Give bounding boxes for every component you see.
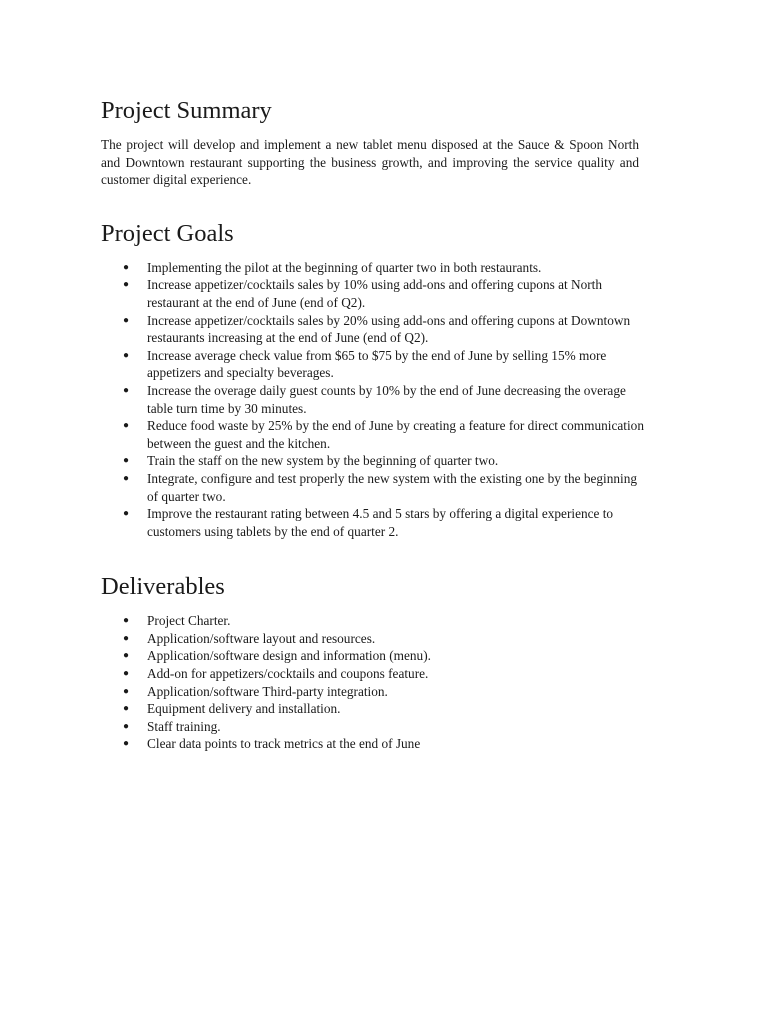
list-item <box>101 735 647 753</box>
goal-text: Increase appetizer/cocktails sales by 10% using add-ons and offering cupons at North restaurant at the end of June (end of Q2). <box>147 277 603 310</box>
deliverable-text: Application/software Third-party integration. <box>147 683 388 699</box>
list-item <box>101 700 647 718</box>
deliverable-text: Equipment delivery and installation. <box>147 701 341 717</box>
deliverables-section <box>101 572 639 753</box>
project-summary-heading: Project Summary <box>101 97 272 124</box>
bullet-icon: ● <box>123 472 130 484</box>
bullet-icon: ● <box>123 703 130 715</box>
bullet-icon: ● <box>123 738 130 750</box>
goal-text: Increase average check value from $65 to $75 by the end of June by selling 15% more appetizers and specialty beverages. <box>147 347 607 381</box>
bullet-icon: ● <box>123 508 130 520</box>
bullet-icon: ● <box>123 615 130 627</box>
bullet-icon: ● <box>123 632 130 644</box>
list-item <box>101 665 647 683</box>
bullet-icon: ● <box>123 384 130 396</box>
goal-text: Train the staff on the new system by the beginning of quarter two. <box>147 453 499 469</box>
bullet-icon: ● <box>123 650 130 662</box>
project-summary-text: The project will develop and implement a new tablet menu disposed at the Sauce & Spoon North and Downtown restaurant supporting the business growth, and improving the service quality and customer digital experience. <box>101 137 639 188</box>
deliverables-list <box>101 612 639 753</box>
bullet-icon: ● <box>123 720 130 732</box>
deliverables-heading: Deliverables <box>101 573 225 601</box>
project-goals-list <box>101 259 644 541</box>
goal-text: Increase appetizer/cocktails sales by 20% using add-ons and offering cupons at Downtown restaurants increasing at the end of June (end of Q2). <box>147 312 631 346</box>
goal-text: Increase the overage daily guest counts by 10% by the end of June decreasing the overage table turn time by 30 minutes. <box>147 382 626 416</box>
list-item <box>101 276 647 311</box>
list-item <box>101 259 647 277</box>
deliverable-text: Add-on for appetizers/cocktails and coupons feature. <box>147 666 429 682</box>
deliverable-text: Project Charter. <box>147 613 231 629</box>
list-item <box>101 683 647 701</box>
deliverable-text: Application/software layout and resources. <box>147 630 376 646</box>
list-item <box>101 612 647 630</box>
deliverable-text: Clear data points to track metrics at the end of June <box>147 736 421 752</box>
project-goals-section <box>101 219 644 541</box>
bullet-icon: ● <box>123 685 130 697</box>
list-item <box>101 647 647 665</box>
deliverable-text: Application/software design and information (menu). <box>147 648 431 664</box>
bullet-icon: ● <box>123 314 130 326</box>
bullet-icon: ● <box>123 261 130 273</box>
list-item <box>101 382 647 417</box>
bullet-icon: ● <box>123 279 130 291</box>
list-item <box>101 630 647 648</box>
list-item <box>101 470 647 505</box>
list-item <box>101 417 647 452</box>
list-item <box>101 347 647 382</box>
document-page <box>101 96 644 753</box>
goal-text: Reduce food waste by 25% by the end of June by creating a feature for direct communication between the guest and the kitchen. <box>147 418 644 451</box>
goal-text: Implementing the pilot at the beginning of quarter two in both restaurants. <box>147 259 542 275</box>
list-item <box>101 718 647 736</box>
project-summary-section <box>101 96 639 189</box>
bullet-icon: ● <box>123 420 130 432</box>
goal-text: Improve the restaurant rating between 4.5 and 5 stars by offering a digital experience to customers using tablets by the end of quarter 2. <box>147 506 614 539</box>
project-goals-heading: Project Goals <box>101 219 234 247</box>
list-item <box>101 452 647 470</box>
bullet-icon: ● <box>123 349 130 361</box>
goal-text: Integrate, configure and test properly the new system with the existing one by the beginning of quarter two. <box>147 470 638 504</box>
list-item <box>101 505 647 540</box>
bullet-icon: ● <box>123 668 130 680</box>
bullet-icon: ● <box>123 455 130 467</box>
list-item <box>101 312 647 347</box>
deliverable-text: Staff training. <box>147 718 221 734</box>
